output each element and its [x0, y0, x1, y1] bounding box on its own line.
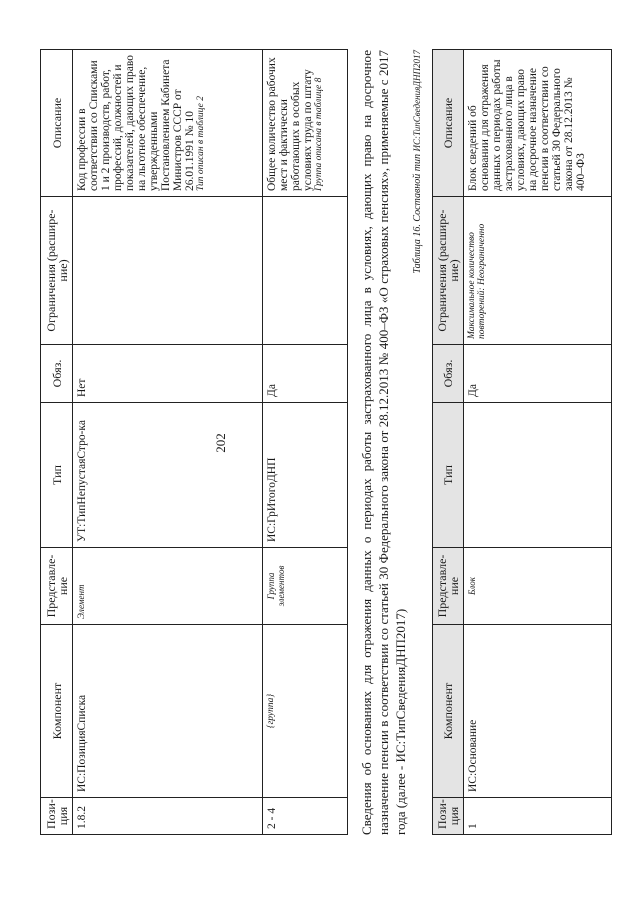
- cell-restrictions: [73, 197, 263, 345]
- caption-code: ИС:ТипСведенияДНП2017: [412, 50, 422, 152]
- cell-type: УТ:ТипНепустаяСтро-ка: [73, 403, 263, 548]
- table-row: [263, 50, 348, 835]
- header-position: Пози-ция: [433, 798, 464, 835]
- table-composite-type: [432, 49, 612, 835]
- cell-description: Блок сведений об основании для отражения данных о периодах работы застрахованного лица в условиях, дающих право на досрочное назначение пенсии в соответствии со статьей 30 Федерального закона от 28.12.2013 № 400–ФЗ: [464, 50, 612, 197]
- description-text: Код профессии в соответствии со Списками 1 и 2 производств, работ, профессий, должностей и показателей, дающих право на льготное обеспечение, утвержденными Постановлением Кабинета Министров СССР от 26.01.1991 № 10: [76, 55, 196, 191]
- description-note: Группа описана в таблице 8: [314, 77, 324, 191]
- table-row: [73, 50, 263, 835]
- cell-restrictions: [263, 197, 348, 345]
- header-required: Обяз.: [433, 345, 464, 403]
- cell-position: 2 - 4: [263, 798, 348, 835]
- header-representation: Представле-ние: [433, 548, 464, 625]
- header-description: Описание: [433, 50, 464, 197]
- header-restrictions: Ограничения (расшире-ние): [433, 197, 464, 345]
- section-paragraph: Сведения об основаниях для отражения данных о периодах работы застрахованного лица в условиях, дающих право на досрочное назначение пенсии в соответствии со статьей 30 Федерального закона от 28.12.2013 № 400–ФЗ «О страховых пенсиях», применяемые с 2017 года (далее - ИС:ТипСведенияДНП2017): [359, 50, 408, 835]
- header-component: Компонент: [41, 625, 73, 798]
- header-restrictions: Ограничения (расшире-ние): [41, 197, 73, 345]
- header-type: Тип: [41, 403, 73, 548]
- cell-type: [464, 403, 612, 548]
- header-description: Описание: [41, 50, 73, 197]
- cell-component: ИС:ПозицияСписка: [73, 625, 263, 798]
- cell-component: ИС:Основание: [464, 625, 612, 798]
- cell-required: Нет: [73, 345, 263, 403]
- cell-required: Да: [263, 345, 348, 403]
- table-position-list: [40, 49, 348, 835]
- cell-description: [263, 50, 348, 197]
- cell-position: 1: [464, 798, 612, 835]
- cell-representation: Элемент: [73, 548, 263, 625]
- cell-required: Да: [464, 345, 612, 403]
- description-text: Общее количество рабочих мест и фактически работающих в особых условиях труда по штату: [266, 57, 314, 191]
- header-component: Компонент: [433, 625, 464, 798]
- cell-representation: Группа элементов: [263, 548, 348, 625]
- cell-description: [73, 50, 263, 197]
- cell-position: 1.8.2: [73, 798, 263, 835]
- page-number: 202: [213, 433, 228, 453]
- header-type: Тип: [433, 403, 464, 548]
- header-required: Обяз.: [41, 345, 73, 403]
- cell-representation: Блок: [464, 548, 612, 625]
- header-position: Пози-ция: [41, 798, 73, 835]
- table-row: [464, 50, 612, 835]
- cell-restrictions: Максимальное количество повторений: Неограниченно: [464, 197, 612, 345]
- description-note: Тип описан в таблице 2: [196, 96, 206, 191]
- header-representation: Представле-ние: [41, 548, 73, 625]
- table-caption: [412, 50, 423, 385]
- caption-prefix: Таблица 16. Составной тип: [412, 154, 423, 274]
- cell-type: ИС:ГрИтогоДНП: [263, 403, 348, 548]
- cell-component: {группа}: [263, 625, 348, 798]
